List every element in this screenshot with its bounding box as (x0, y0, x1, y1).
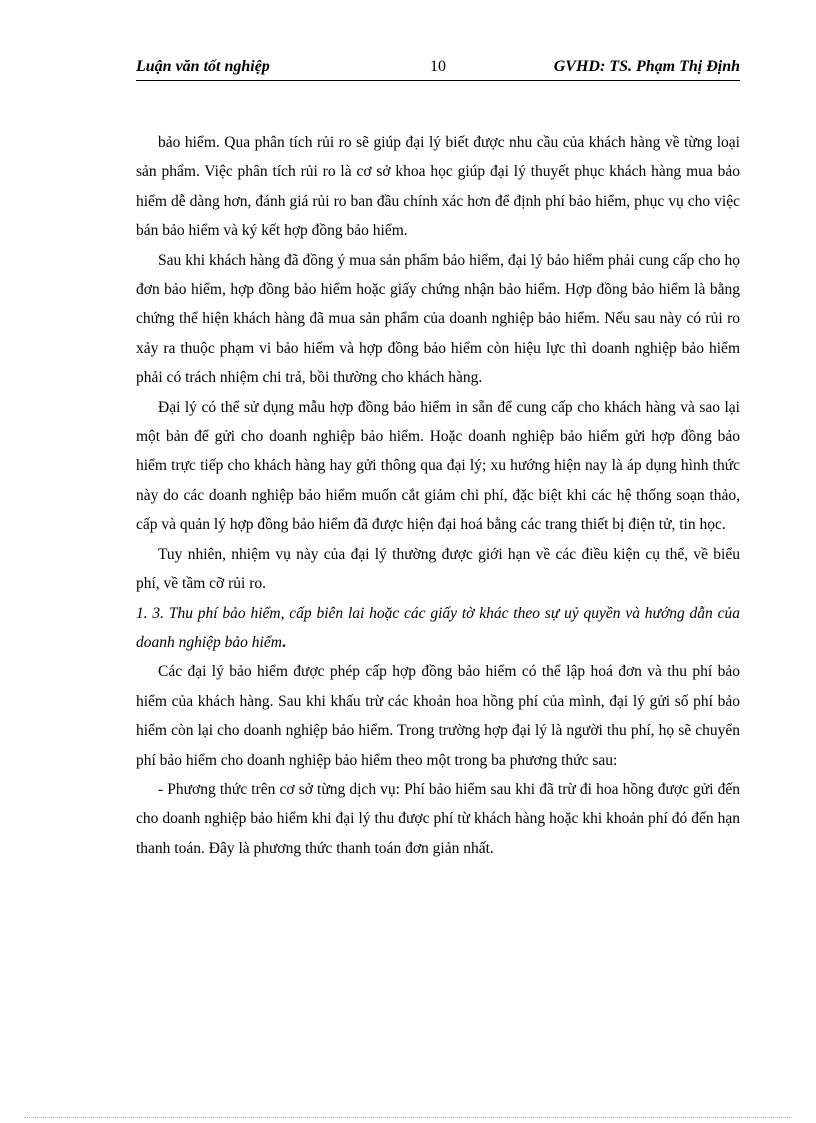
paragraph: Sau khi khách hàng đã đồng ý mua sản phẩm bảo hiểm, đại lý bảo hiểm phải cung cấp cho họ đơn bảo hiểm, hợp đồng bảo hiểm hoặc giấy chứng nhận bảo hiểm. Hợp đồng bảo hiểm là bằng chứng thể hiện khách hàng đã mua sản phẩm của doanh nghiệp bảo hiểm. Nếu sau này có rủi ro xảy ra thuộc phạm vi bảo hiểm và hợp đồng bảo hiểm còn hiệu lực thì doanh nghiệp bảo hiểm phải có trách nhiệm chi trả, bồi thường cho khách hàng. (136, 251, 740, 387)
section-heading (136, 599, 740, 658)
section-heading-end: . (281, 633, 286, 651)
paragraph: Các đại lý bảo hiểm được phép cấp hợp đồng bảo hiểm có thể lập hoá đơn và thu phí bảo hiểm của khách hàng. Sau khi khấu trừ các khoản hoa hồng phí của mình, đại lý gửi số phí bảo hiểm còn lại cho doanh nghiệp bảo hiểm. Trong trường hợp đại lý là người thu phí, họ sẽ chuyển phí bảo hiểm cho doanh nghiệp bảo hiểm theo một trong ba phương thức sau: (136, 663, 740, 769)
paragraph: Đại lý có thể sử dụng mẫu hợp đồng bảo hiểm in sẵn để cung cấp cho khách hàng và sao lại một bản để gửi cho doanh nghiệp bảo hiểm. Hoặc doanh nghiệp bảo hiểm gửi hợp đồng bảo hiểm trực tiếp cho khách hàng hay gửi thông qua đại lý; xu hướng hiện nay là áp dụng hình thức này do các doanh nghiệp bảo hiểm muốn cắt giảm chi phí, đặc biệt khi các hệ thống soạn thảo, cấp và quản lý hợp đồng bảo hiểm đã được hiện đại hoá bằng các trang thiết bị điện tử, tin học. (136, 398, 740, 534)
paragraph: bảo hiểm. Qua phân tích rủi ro sẽ giúp đại lý biết được nhu cầu của khách hàng về từng loại sản phẩm. Việc phân tích rủi ro là cơ sở khoa học giúp đại lý thuyết phục khách hàng mua bảo hiểm dễ dàng hơn, đánh giá rủi ro ban đầu chính xác hơn để định phí bảo hiểm, phục vụ cho việc bán bảo hiểm và ký kết hợp đồng bảo hiểm. (136, 134, 740, 240)
page-number: 10 (430, 58, 446, 75)
paragraph: - Phương thức trên cơ sở từng dịch vụ: Phí bảo hiểm sau khi đã trừ đi hoa hồng được gửi đến cho doanh nghiệp bảo hiểm khi đại lý thu được phí từ khách hàng hoặc khi khoản phí đó đến hạn thanh toán. Đây là phương thức thanh toán đơn giản nhất. (136, 780, 740, 857)
page-bottom-border (24, 1117, 792, 1118)
thesis-title: Luận văn tốt nghiệp (136, 58, 270, 75)
section-heading-text: 1. 3. Thu phí bảo hiểm, cấp biên lai hoặc các giấy tờ khác theo sự uỷ quyền và hướng dẫn của doanh nghiệp bảo hiểm (136, 604, 740, 651)
paragraph: Tuy nhiên, nhiệm vụ này của đại lý thường được giới hạn về các điều kiện cụ thể, về biểu phí, về tầm cỡ rủi ro. (136, 545, 740, 593)
page-header (136, 56, 740, 81)
advisor-name: GVHD: TS. Phạm Thị Định (553, 58, 740, 75)
document-body (136, 128, 740, 863)
